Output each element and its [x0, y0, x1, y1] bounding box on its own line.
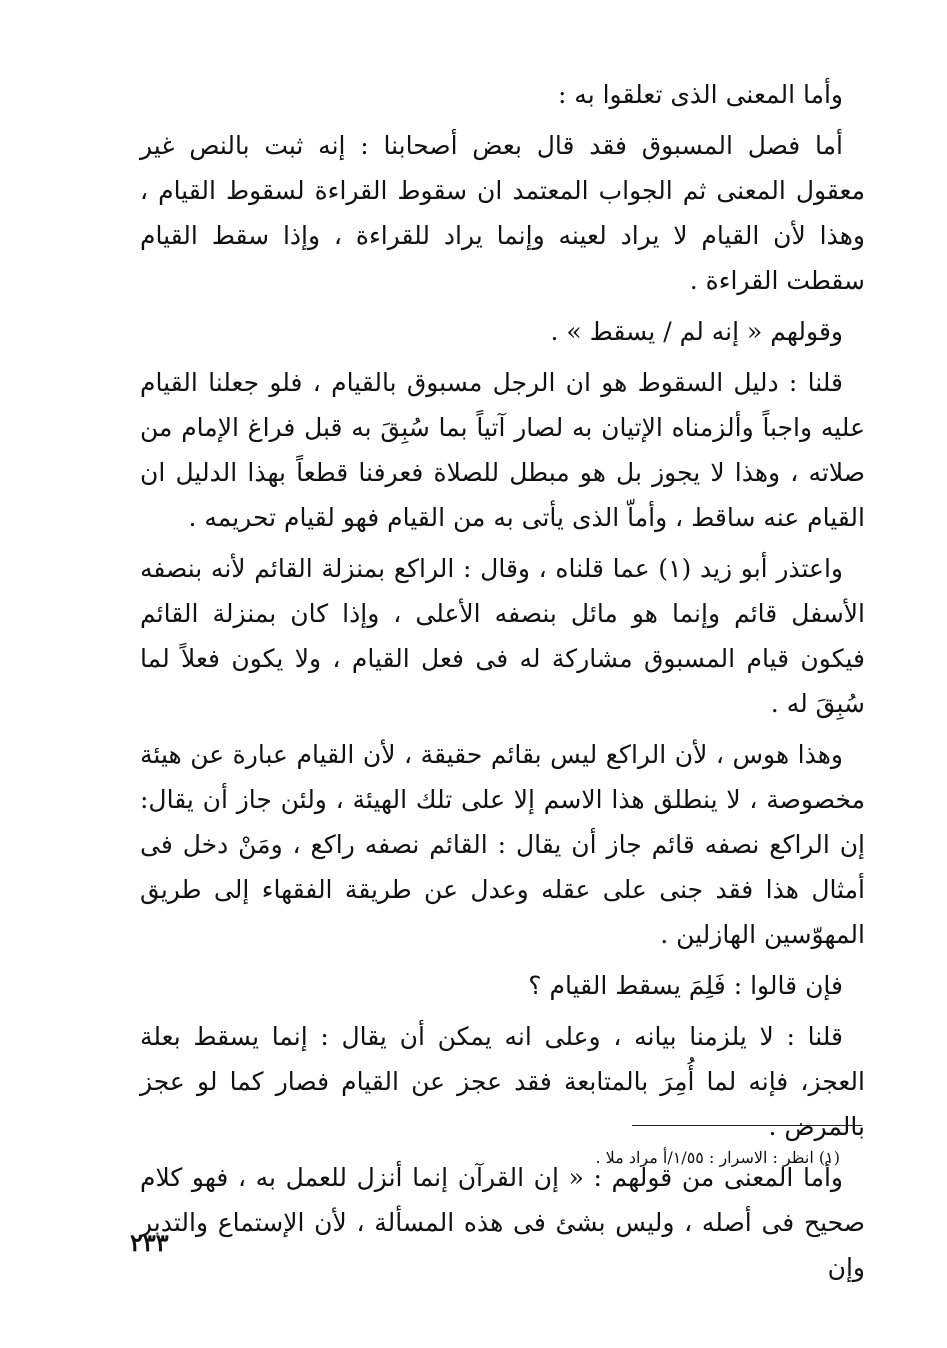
paragraph-2: أما فصل المسبوق فقد قال بعض أصحابنا : إنه ثبت بالنص غير معقول المعنى ثم الجواب المعتمد ان سقوط القراءة لسقوط القيام ، وهذا لأن القيام لا يراد لعينه وإنما يراد للقراءة ، وإذا سقط القيام سقطت القراءة .	[140, 131, 865, 295]
paragraph-1: وأما المعنى الذى تعلقوا به :	[557, 80, 843, 109]
paragraph-7: فإن قالوا : فَلِمَ يسقط القيام ؟	[528, 971, 843, 1000]
footnote: (١) انظر : الاسرار : ١/٥٥/أ مراد ملا .	[595, 1148, 840, 1167]
main-text	[140, 72, 865, 1296]
paragraph-5: واعتذر أبو زيد (١) عما قلناه ، وقال : الراكع بمنزلة القائم لأنه بنصفه الأسفل قائم وإنما هو مائل بنصفه الأعلى ، وإذا كان بمنزلة القائم فيكون قيام المسبوق مشاركة له فى فعل القيام ، ولا يكون فعلاً لما سُبِقَ له .	[140, 554, 865, 718]
footnote-divider	[632, 1125, 862, 1126]
paragraph-3: وقولهم « إنه لم / يسقط » .	[550, 317, 843, 346]
paragraph-6: وهذا هوس ، لأن الراكع ليس بقائم حقيقة ، لأن القيام عبارة عن هيئة مخصوصة ، لا ينطلق هذا الاسم إلا على تلك الهيئة ، ولئن جاز أن يقال: إن الراكع نصفه قائم جاز أن يقال : القائم نصفه راكع ، ومَنْ دخل فى أمثال هذا فقد جنى على عقله وعدل عن طريقة الفقهاء إلى طريق المهوّسين الهازلين .	[140, 740, 865, 949]
page-number: ٢٣٣	[130, 1228, 169, 1257]
paragraph-4: قلنا : دليل السقوط هو ان الرجل مسبوق بالقيام ، فلو جعلنا القيام عليه واجباً وألزمناه الإتيان به لصار آتياً بما سُبِقَ به قبل فراغ الإمام من صلاته ، وهذا لا يجوز بل هو مبطل للصلاة فعرفنا قطعاً بهذا الدليل ان القيام عنه ساقط ، وأماّ الذى يأتى به من القيام فهو لقيام تحريمه .	[140, 368, 865, 532]
paragraph-8: قلنا : لا يلزمنا بيانه ، وعلى انه يمكن أن يقال : إنما يسقط بعلة العجز، فإنه لما أُمِرَ بالمتابعة فقد عجز عن القيام فصار كما لو عجز بالمرض .	[140, 1022, 865, 1141]
paragraph-9: وأما المعنى من قولهم : « إن القرآن إنما أنزل للعمل به ، فهو كلام صحيح فى أصله ، وليس بشئ فى هذه المسألة ، لأن الإستماع والتدبر وإن	[140, 1163, 865, 1282]
